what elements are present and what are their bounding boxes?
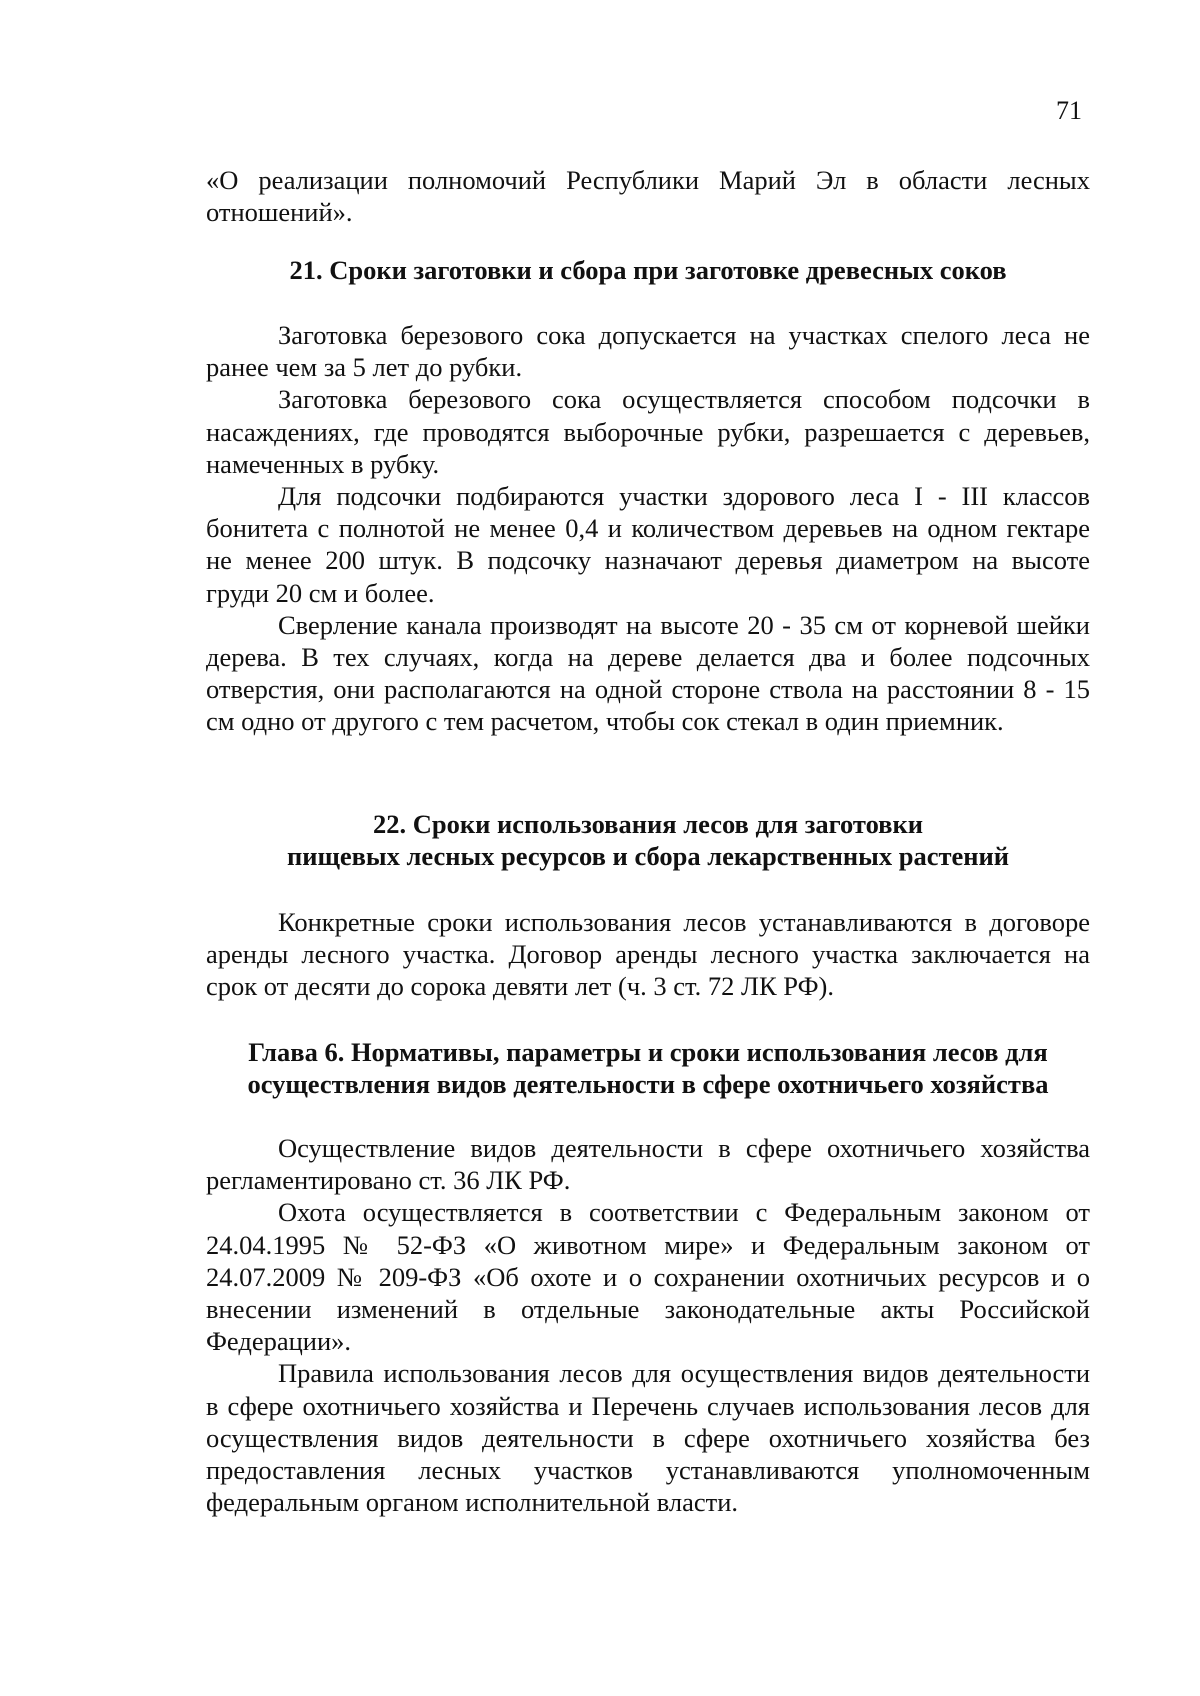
section-22-title-line-2: пищевых лесных ресурсов и сбора лекарственных растений — [286, 841, 1010, 871]
intro-block — [206, 164, 1090, 228]
section-22-title-line-1: 22. Сроки использования лесов для заготовки — [372, 809, 924, 839]
section-21-paragraph: Для подсочки подбираются участки здорового леса I - III классов бонитета с полнотой не менее 0,4 и количеством деревьев на одном гектаре не менее 200 штук. В подсочку назначают деревья диаметром на высоте груди 20 см и более. — [206, 481, 1090, 608]
section-21-heading-block — [206, 254, 1090, 286]
section-21-title: 21. Сроки заготовки и сбора при заготовке древесных соков — [289, 255, 1007, 285]
chapter-6-paragraph: Осуществление видов деятельности в сфере охотничьего хозяйства регламентировано ст. 36 ЛК РФ. — [206, 1133, 1090, 1196]
section-21-body — [206, 319, 1090, 738]
section-21-paragraph: Сверление канала производят на высоте 20 - 35 см от корневой шейки дерева. В тех случаях, когда на дереве делается два и более подсочных отверстия, они располагаются на одной стороне ствола на расстоянии 8 - 15 см одно от другого с тем расчетом, чтобы сок стекал в один приемник. — [206, 609, 1090, 737]
section-22-heading-block — [206, 808, 1090, 872]
chapter-6-paragraph: Охота осуществляется в соответствии с Федеральным законом от 24.04.1995 № 52-ФЗ «О животном мире» и Федеральным законом от 24.07.2009 № 209-ФЗ «Об охоте и о сохранении охотничьих ресурсов и о внесении изменений в отдельные законодательные акты Российской Федерации». — [206, 1197, 1090, 1357]
chapter-6-heading-block — [186, 1036, 1110, 1100]
page-number: 71 — [1056, 96, 1082, 125]
chapter-6-paragraph: Правила использования лесов для осуществления видов деятельности в сфере охотничьего хозяйства и Перечень случаев использования лесов для осуществления видов деятельности в сфере охотничьего хозяйства без предоставления лесных участков устанавливаются уполномоченным федеральным органом исполнительной власти. — [206, 1358, 1090, 1518]
intro-paragraph: «О реализации полномочий Республики Марий Эл в области лесных отношений». — [206, 165, 1090, 228]
section-22-body — [206, 906, 1090, 1003]
chapter-6-title-line-1: Глава 6. Нормативы, параметры и сроки использования лесов для — [248, 1037, 1048, 1067]
chapter-6-body — [206, 1132, 1090, 1518]
chapter-6-title-line-2: осуществления видов деятельности в сфере охотничьего хозяйства — [247, 1069, 1049, 1099]
section-22-paragraph: Конкретные сроки использования лесов устанавливаются в договоре аренды лесного участка. Договор аренды лесного участка заключается на срок от десяти до сорока девяти лет (ч. 3 ст. 72 ЛК РФ). — [206, 907, 1090, 1002]
section-21-paragraph: Заготовка березового сока осуществляется способом подсочки в насаждениях, где проводятся выборочные рубки, разрешается с деревьев, намеченных в рубку. — [206, 384, 1090, 479]
section-21-paragraph: Заготовка березового сока допускается на участках спелого леса не ранее чем за 5 лет до рубки. — [206, 320, 1090, 383]
